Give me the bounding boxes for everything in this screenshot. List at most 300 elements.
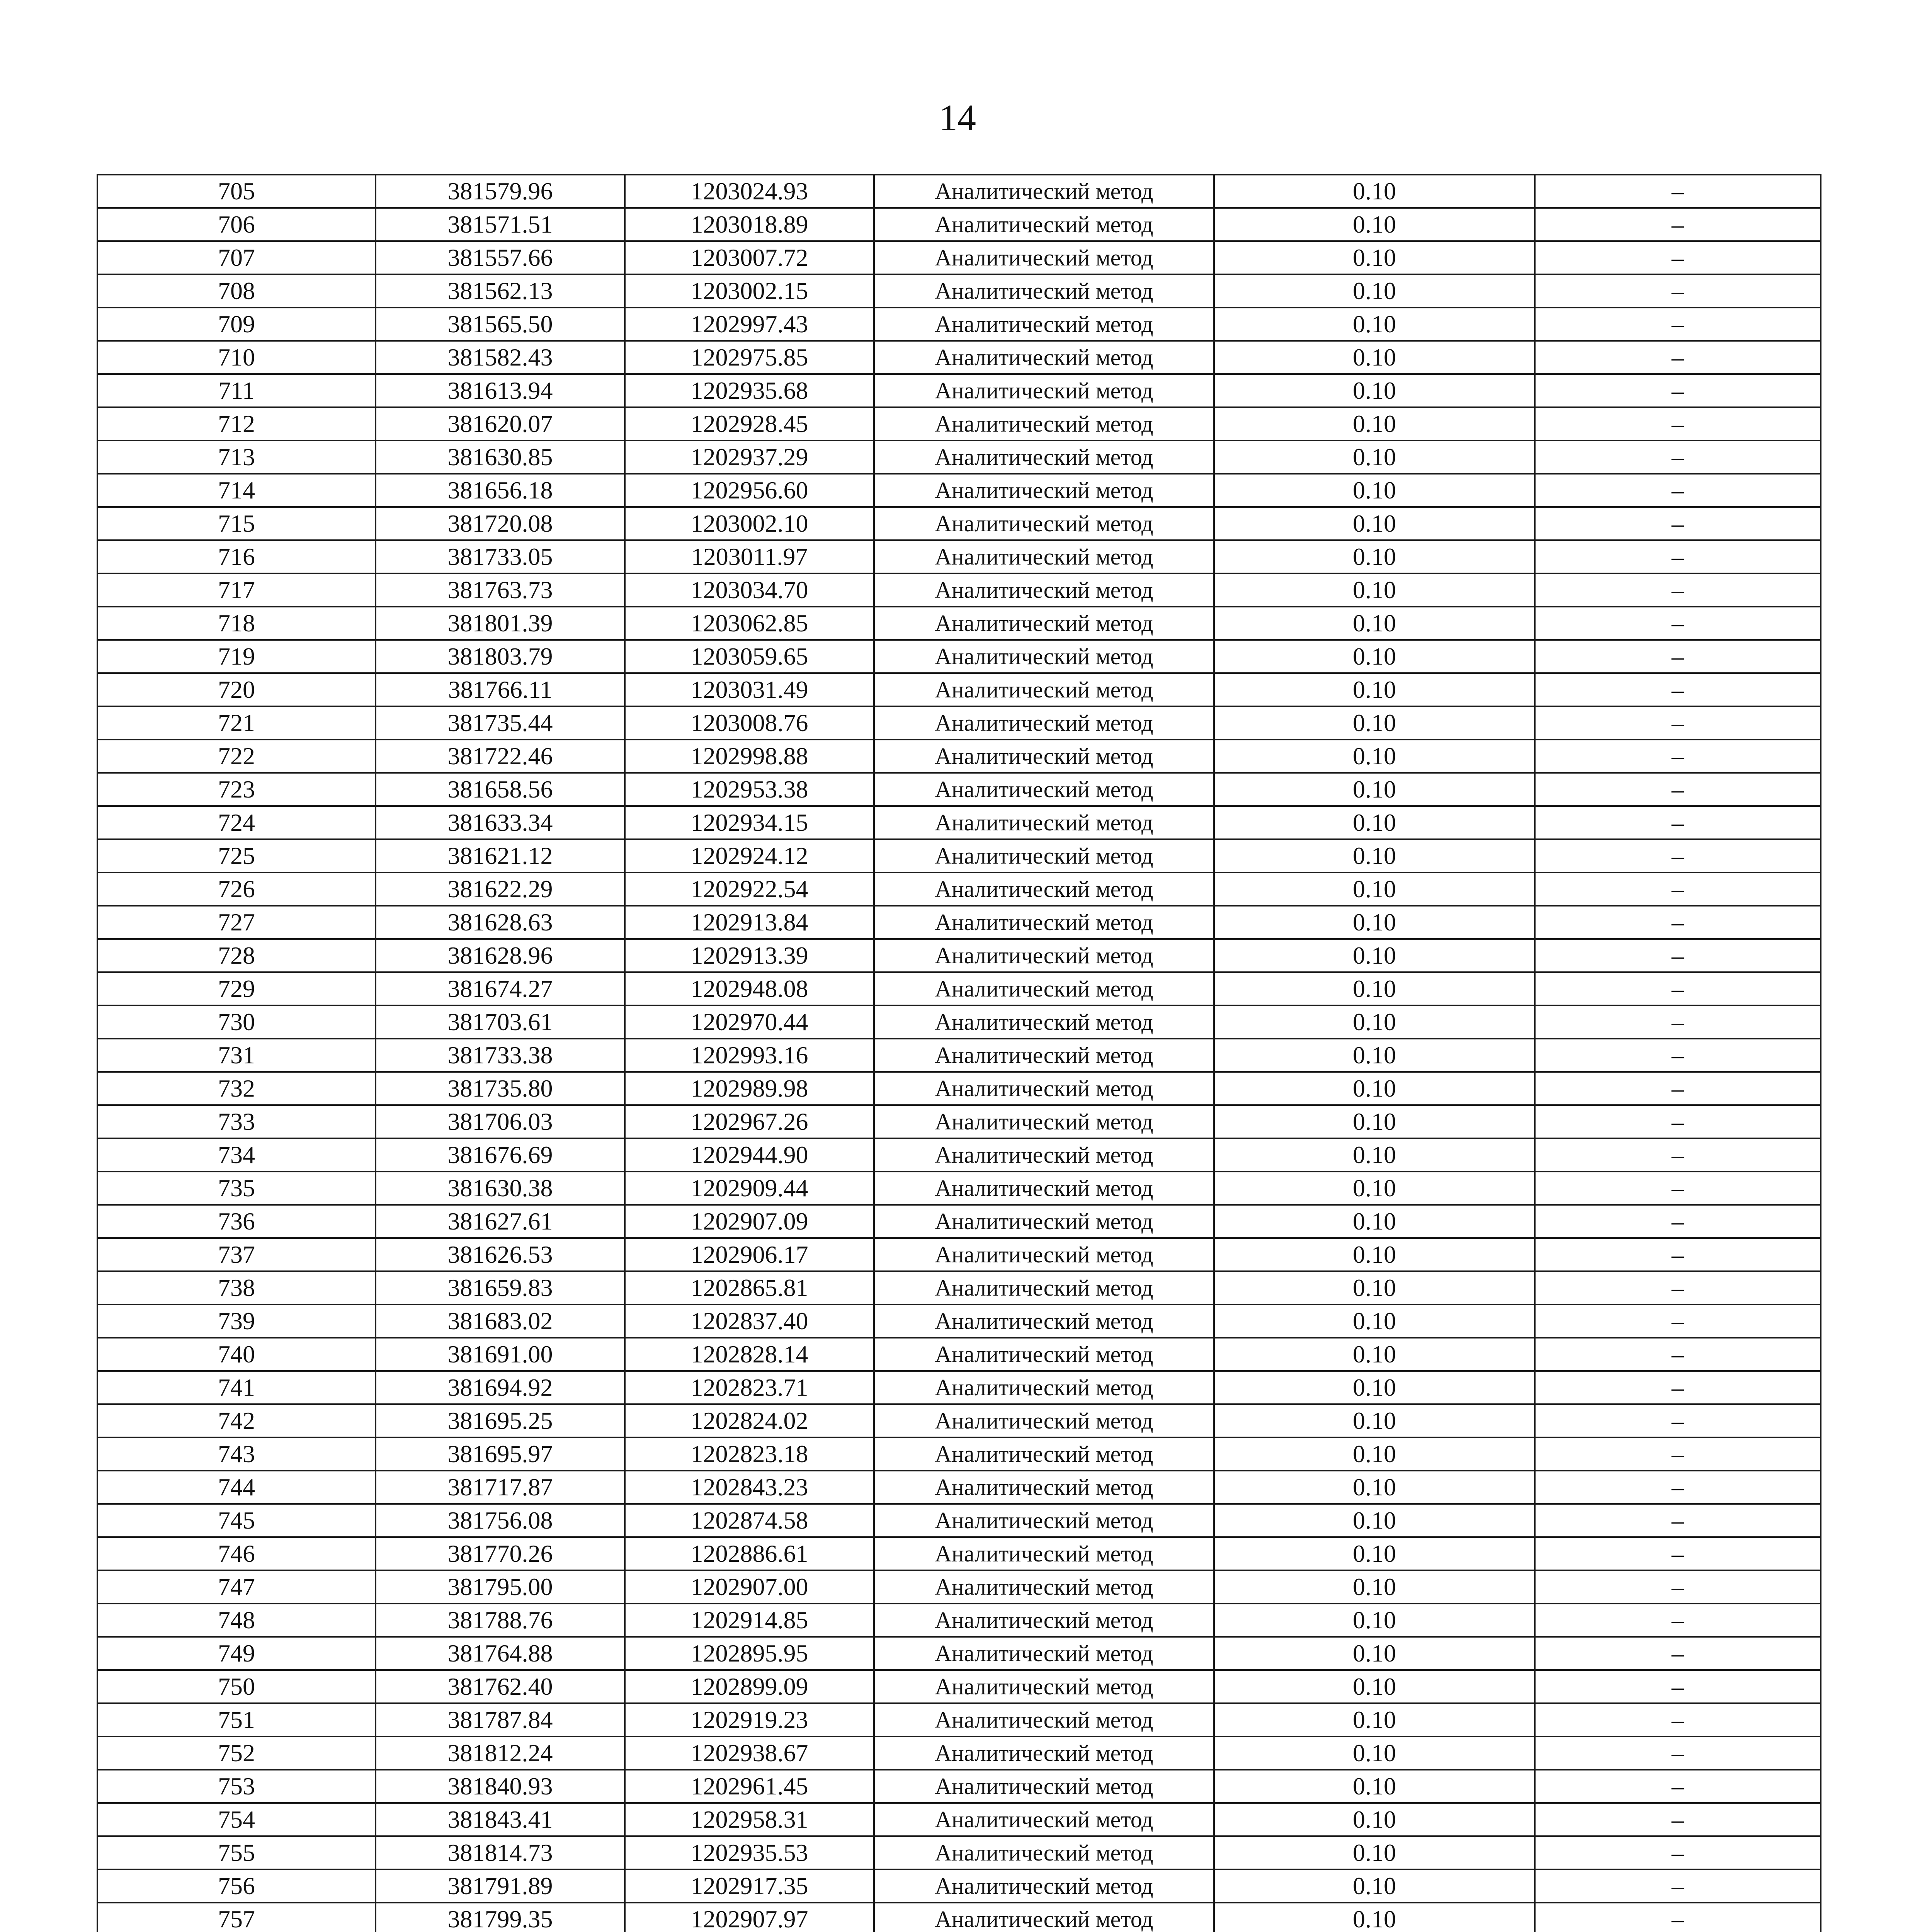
method-cell: Аналитический метод (874, 374, 1214, 407)
y-coordinate-cell: 1202937.29 (625, 440, 874, 474)
y-coordinate-cell: 1203062.85 (625, 607, 874, 640)
y-coordinate-cell: 1202907.97 (625, 1903, 874, 1932)
y-coordinate-cell: 1202906.17 (625, 1238, 874, 1271)
y-coordinate-cell: 1202989.98 (625, 1072, 874, 1105)
point-number-cell: 714 (97, 474, 376, 507)
y-coordinate-cell: 1203008.76 (625, 706, 874, 740)
y-coordinate-cell: 1202828.14 (625, 1338, 874, 1371)
method-cell: Аналитический метод (874, 1869, 1214, 1903)
y-coordinate-cell: 1202824.02 (625, 1404, 874, 1437)
note-cell: – (1535, 440, 1821, 474)
x-coordinate-cell: 381622.29 (376, 872, 625, 906)
note-cell: – (1535, 673, 1821, 706)
table-row (97, 1039, 1821, 1072)
accuracy-cell: 0.10 (1214, 1869, 1535, 1903)
point-number-cell: 736 (97, 1205, 376, 1238)
table-row (97, 1637, 1821, 1670)
note-cell: – (1535, 839, 1821, 872)
accuracy-cell: 0.10 (1214, 972, 1535, 1005)
x-coordinate-cell: 381621.12 (376, 839, 625, 872)
table-row (97, 1404, 1821, 1437)
x-coordinate-cell: 381674.27 (376, 972, 625, 1005)
accuracy-cell: 0.10 (1214, 1504, 1535, 1537)
x-coordinate-cell: 381801.39 (376, 607, 625, 640)
accuracy-cell: 0.10 (1214, 1304, 1535, 1338)
note-cell: – (1535, 1371, 1821, 1404)
accuracy-cell: 0.10 (1214, 1172, 1535, 1205)
x-coordinate-cell: 381722.46 (376, 740, 625, 773)
table-row (97, 1304, 1821, 1338)
accuracy-cell: 0.10 (1214, 241, 1535, 274)
y-coordinate-cell: 1202948.08 (625, 972, 874, 1005)
x-coordinate-cell: 381756.08 (376, 1504, 625, 1537)
accuracy-cell: 0.10 (1214, 308, 1535, 341)
method-cell: Аналитический метод (874, 972, 1214, 1005)
note-cell: – (1535, 540, 1821, 573)
method-cell: Аналитический метод (874, 241, 1214, 274)
point-number-cell: 733 (97, 1105, 376, 1138)
y-coordinate-cell: 1202924.12 (625, 839, 874, 872)
method-cell: Аналитический метод (874, 1437, 1214, 1471)
y-coordinate-cell: 1202935.68 (625, 374, 874, 407)
x-coordinate-cell: 381694.92 (376, 1371, 625, 1404)
method-cell: Аналитический метод (874, 1338, 1214, 1371)
point-number-cell: 756 (97, 1869, 376, 1903)
coordinates-table-body (97, 175, 1821, 1932)
method-cell: Аналитический метод (874, 1703, 1214, 1736)
note-cell: – (1535, 175, 1821, 208)
note-cell: – (1535, 1471, 1821, 1504)
y-coordinate-cell: 1202907.00 (625, 1570, 874, 1604)
note-cell: – (1535, 1537, 1821, 1570)
method-cell: Аналитический метод (874, 1836, 1214, 1869)
x-coordinate-cell: 381628.96 (376, 939, 625, 972)
y-coordinate-cell: 1202958.31 (625, 1803, 874, 1836)
x-coordinate-cell: 381703.61 (376, 1005, 625, 1039)
accuracy-cell: 0.10 (1214, 1471, 1535, 1504)
note-cell: – (1535, 208, 1821, 241)
point-number-cell: 744 (97, 1471, 376, 1504)
y-coordinate-cell: 1203018.89 (625, 208, 874, 241)
method-cell: Аналитический метод (874, 1570, 1214, 1604)
point-number-cell: 720 (97, 673, 376, 706)
accuracy-cell: 0.10 (1214, 374, 1535, 407)
y-coordinate-cell: 1202953.38 (625, 773, 874, 806)
y-coordinate-cell: 1202938.67 (625, 1736, 874, 1770)
note-cell: – (1535, 1271, 1821, 1304)
point-number-cell: 735 (97, 1172, 376, 1205)
table-row (97, 1836, 1821, 1869)
x-coordinate-cell: 381695.25 (376, 1404, 625, 1437)
x-coordinate-cell: 381562.13 (376, 274, 625, 308)
x-coordinate-cell: 381720.08 (376, 507, 625, 540)
table-row (97, 1105, 1821, 1138)
accuracy-cell: 0.10 (1214, 573, 1535, 607)
x-coordinate-cell: 381803.79 (376, 640, 625, 673)
table-row (97, 972, 1821, 1005)
point-number-cell: 715 (97, 507, 376, 540)
point-number-cell: 726 (97, 872, 376, 906)
method-cell: Аналитический метод (874, 208, 1214, 241)
table-row (97, 1604, 1821, 1637)
table-row (97, 1703, 1821, 1736)
table-row (97, 1504, 1821, 1537)
point-number-cell: 754 (97, 1803, 376, 1836)
point-number-cell: 718 (97, 607, 376, 640)
y-coordinate-cell: 1202899.09 (625, 1670, 874, 1703)
y-coordinate-cell: 1202917.35 (625, 1869, 874, 1903)
y-coordinate-cell: 1202997.43 (625, 308, 874, 341)
x-coordinate-cell: 381843.41 (376, 1803, 625, 1836)
point-number-cell: 740 (97, 1338, 376, 1371)
table-row (97, 1371, 1821, 1404)
x-coordinate-cell: 381733.05 (376, 540, 625, 573)
accuracy-cell: 0.10 (1214, 1670, 1535, 1703)
method-cell: Аналитический метод (874, 1371, 1214, 1404)
table-row (97, 1869, 1821, 1903)
point-number-cell: 722 (97, 740, 376, 773)
y-coordinate-cell: 1202823.71 (625, 1371, 874, 1404)
y-coordinate-cell: 1203007.72 (625, 241, 874, 274)
method-cell: Аналитический метод (874, 407, 1214, 440)
table-row (97, 440, 1821, 474)
x-coordinate-cell: 381582.43 (376, 341, 625, 374)
method-cell: Аналитический метод (874, 939, 1214, 972)
note-cell: – (1535, 806, 1821, 839)
point-number-cell: 752 (97, 1736, 376, 1770)
accuracy-cell: 0.10 (1214, 1404, 1535, 1437)
x-coordinate-cell: 381579.96 (376, 175, 625, 208)
point-number-cell: 707 (97, 241, 376, 274)
note-cell: – (1535, 1005, 1821, 1039)
table-row (97, 773, 1821, 806)
note-cell: – (1535, 706, 1821, 740)
note-cell: – (1535, 1736, 1821, 1770)
point-number-cell: 724 (97, 806, 376, 839)
note-cell: – (1535, 1039, 1821, 1072)
point-number-cell: 751 (97, 1703, 376, 1736)
table-row (97, 208, 1821, 241)
accuracy-cell: 0.10 (1214, 474, 1535, 507)
x-coordinate-cell: 381766.11 (376, 673, 625, 706)
x-coordinate-cell: 381630.38 (376, 1172, 625, 1205)
table-row (97, 573, 1821, 607)
y-coordinate-cell: 1202956.60 (625, 474, 874, 507)
table-row (97, 1803, 1821, 1836)
method-cell: Аналитический метод (874, 573, 1214, 607)
table-row (97, 1005, 1821, 1039)
point-number-cell: 755 (97, 1836, 376, 1869)
x-coordinate-cell: 381627.61 (376, 1205, 625, 1238)
table-row (97, 1471, 1821, 1504)
x-coordinate-cell: 381733.38 (376, 1039, 625, 1072)
accuracy-cell: 0.10 (1214, 1903, 1535, 1932)
method-cell: Аналитический метод (874, 1471, 1214, 1504)
y-coordinate-cell: 1202970.44 (625, 1005, 874, 1039)
note-cell: – (1535, 1903, 1821, 1932)
x-coordinate-cell: 381683.02 (376, 1304, 625, 1338)
table-row (97, 1736, 1821, 1770)
y-coordinate-cell: 1203002.15 (625, 274, 874, 308)
accuracy-cell: 0.10 (1214, 1637, 1535, 1670)
accuracy-cell: 0.10 (1214, 507, 1535, 540)
method-cell: Аналитический метод (874, 1072, 1214, 1105)
point-number-cell: 737 (97, 1238, 376, 1271)
table-row (97, 1437, 1821, 1471)
x-coordinate-cell: 381706.03 (376, 1105, 625, 1138)
table-row (97, 839, 1821, 872)
note-cell: – (1535, 1703, 1821, 1736)
method-cell: Аналитический метод (874, 1770, 1214, 1803)
table-row (97, 1205, 1821, 1238)
note-cell: – (1535, 1770, 1821, 1803)
x-coordinate-cell: 381791.89 (376, 1869, 625, 1903)
table-row (97, 1537, 1821, 1570)
table-row (97, 1670, 1821, 1703)
x-coordinate-cell: 381656.18 (376, 474, 625, 507)
note-cell: – (1535, 1304, 1821, 1338)
point-number-cell: 738 (97, 1271, 376, 1304)
note-cell: – (1535, 773, 1821, 806)
y-coordinate-cell: 1202919.23 (625, 1703, 874, 1736)
point-number-cell: 743 (97, 1437, 376, 1471)
x-coordinate-cell: 381795.00 (376, 1570, 625, 1604)
y-coordinate-cell: 1202837.40 (625, 1304, 874, 1338)
x-coordinate-cell: 381628.63 (376, 906, 625, 939)
note-cell: – (1535, 1836, 1821, 1869)
table-row (97, 241, 1821, 274)
point-number-cell: 705 (97, 175, 376, 208)
y-coordinate-cell: 1202975.85 (625, 341, 874, 374)
x-coordinate-cell: 381762.40 (376, 1670, 625, 1703)
x-coordinate-cell: 381630.85 (376, 440, 625, 474)
method-cell: Аналитический метод (874, 540, 1214, 573)
method-cell: Аналитический метод (874, 1637, 1214, 1670)
accuracy-cell: 0.10 (1214, 1570, 1535, 1604)
method-cell: Аналитический метод (874, 906, 1214, 939)
y-coordinate-cell: 1202895.95 (625, 1637, 874, 1670)
note-cell: – (1535, 241, 1821, 274)
note-cell: – (1535, 274, 1821, 308)
method-cell: Аналитический метод (874, 640, 1214, 673)
accuracy-cell: 0.10 (1214, 440, 1535, 474)
table-row (97, 607, 1821, 640)
point-number-cell: 749 (97, 1637, 376, 1670)
y-coordinate-cell: 1203059.65 (625, 640, 874, 673)
note-cell: – (1535, 573, 1821, 607)
method-cell: Аналитический метод (874, 1537, 1214, 1570)
x-coordinate-cell: 381764.88 (376, 1637, 625, 1670)
accuracy-cell: 0.10 (1214, 1371, 1535, 1404)
accuracy-cell: 0.10 (1214, 906, 1535, 939)
point-number-cell: 716 (97, 540, 376, 573)
note-cell: – (1535, 1637, 1821, 1670)
method-cell: Аналитический метод (874, 1105, 1214, 1138)
table-row (97, 374, 1821, 407)
note-cell: – (1535, 1072, 1821, 1105)
method-cell: Аналитический метод (874, 773, 1214, 806)
note-cell: – (1535, 607, 1821, 640)
accuracy-cell: 0.10 (1214, 1205, 1535, 1238)
note-cell: – (1535, 1105, 1821, 1138)
note-cell: – (1535, 1803, 1821, 1836)
x-coordinate-cell: 381626.53 (376, 1238, 625, 1271)
note-cell: – (1535, 407, 1821, 440)
method-cell: Аналитический метод (874, 1670, 1214, 1703)
accuracy-cell: 0.10 (1214, 806, 1535, 839)
method-cell: Аналитический метод (874, 1803, 1214, 1836)
method-cell: Аналитический метод (874, 607, 1214, 640)
y-coordinate-cell: 1203031.49 (625, 673, 874, 706)
note-cell: – (1535, 1205, 1821, 1238)
table-row (97, 1570, 1821, 1604)
x-coordinate-cell: 381799.35 (376, 1903, 625, 1932)
accuracy-cell: 0.10 (1214, 1072, 1535, 1105)
note-cell: – (1535, 906, 1821, 939)
y-coordinate-cell: 1203002.10 (625, 507, 874, 540)
accuracy-cell: 0.10 (1214, 839, 1535, 872)
accuracy-cell: 0.10 (1214, 706, 1535, 740)
note-cell: – (1535, 308, 1821, 341)
point-number-cell: 728 (97, 939, 376, 972)
method-cell: Аналитический метод (874, 673, 1214, 706)
point-number-cell: 721 (97, 706, 376, 740)
method-cell: Аналитический метод (874, 341, 1214, 374)
method-cell: Аналитический метод (874, 872, 1214, 906)
table-row (97, 507, 1821, 540)
accuracy-cell: 0.10 (1214, 1537, 1535, 1570)
y-coordinate-cell: 1202993.16 (625, 1039, 874, 1072)
x-coordinate-cell: 381814.73 (376, 1836, 625, 1869)
point-number-cell: 713 (97, 440, 376, 474)
point-number-cell: 746 (97, 1537, 376, 1570)
y-coordinate-cell: 1202934.15 (625, 806, 874, 839)
table-row (97, 939, 1821, 972)
y-coordinate-cell: 1202914.85 (625, 1604, 874, 1637)
accuracy-cell: 0.10 (1214, 1770, 1535, 1803)
point-number-cell: 723 (97, 773, 376, 806)
accuracy-cell: 0.10 (1214, 208, 1535, 241)
accuracy-cell: 0.10 (1214, 407, 1535, 440)
point-number-cell: 745 (97, 1504, 376, 1537)
table-row (97, 474, 1821, 507)
accuracy-cell: 0.10 (1214, 1271, 1535, 1304)
point-number-cell: 748 (97, 1604, 376, 1637)
y-coordinate-cell: 1202913.84 (625, 906, 874, 939)
y-coordinate-cell: 1202935.53 (625, 1836, 874, 1869)
point-number-cell: 709 (97, 308, 376, 341)
accuracy-cell: 0.10 (1214, 540, 1535, 573)
x-coordinate-cell: 381557.66 (376, 241, 625, 274)
method-cell: Аналитический метод (874, 1404, 1214, 1437)
table-row (97, 1238, 1821, 1271)
note-cell: – (1535, 939, 1821, 972)
accuracy-cell: 0.10 (1214, 1803, 1535, 1836)
point-number-cell: 739 (97, 1304, 376, 1338)
accuracy-cell: 0.10 (1214, 740, 1535, 773)
method-cell: Аналитический метод (874, 274, 1214, 308)
x-coordinate-cell: 381735.44 (376, 706, 625, 740)
point-number-cell: 711 (97, 374, 376, 407)
accuracy-cell: 0.10 (1214, 939, 1535, 972)
x-coordinate-cell: 381565.50 (376, 308, 625, 341)
y-coordinate-cell: 1202907.09 (625, 1205, 874, 1238)
point-number-cell: 727 (97, 906, 376, 939)
note-cell: – (1535, 640, 1821, 673)
y-coordinate-cell: 1203011.97 (625, 540, 874, 573)
method-cell: Аналитический метод (874, 507, 1214, 540)
accuracy-cell: 0.10 (1214, 1703, 1535, 1736)
method-cell: Аналитический метод (874, 806, 1214, 839)
x-coordinate-cell: 381571.51 (376, 208, 625, 241)
accuracy-cell: 0.10 (1214, 640, 1535, 673)
note-cell: – (1535, 374, 1821, 407)
point-number-cell: 753 (97, 1770, 376, 1803)
method-cell: Аналитический метод (874, 740, 1214, 773)
point-number-cell: 708 (97, 274, 376, 308)
y-coordinate-cell: 1202874.58 (625, 1504, 874, 1537)
page-number: 14 (939, 97, 976, 138)
x-coordinate-cell: 381691.00 (376, 1338, 625, 1371)
x-coordinate-cell: 381676.69 (376, 1138, 625, 1172)
accuracy-cell: 0.10 (1214, 1238, 1535, 1271)
table-row (97, 274, 1821, 308)
method-cell: Аналитический метод (874, 1205, 1214, 1238)
table-row (97, 706, 1821, 740)
accuracy-cell: 0.10 (1214, 274, 1535, 308)
method-cell: Аналитический метод (874, 839, 1214, 872)
note-cell: – (1535, 1138, 1821, 1172)
note-cell: – (1535, 1238, 1821, 1271)
point-number-cell: 732 (97, 1072, 376, 1105)
point-number-cell: 731 (97, 1039, 376, 1072)
coordinates-table (97, 174, 1821, 1932)
table-row (97, 906, 1821, 939)
x-coordinate-cell: 381658.56 (376, 773, 625, 806)
x-coordinate-cell: 381812.24 (376, 1736, 625, 1770)
note-cell: – (1535, 507, 1821, 540)
point-number-cell: 747 (97, 1570, 376, 1604)
y-coordinate-cell: 1202967.26 (625, 1105, 874, 1138)
accuracy-cell: 0.10 (1214, 872, 1535, 906)
table-row (97, 1903, 1821, 1932)
y-coordinate-cell: 1202944.90 (625, 1138, 874, 1172)
point-number-cell: 730 (97, 1005, 376, 1039)
point-number-cell: 741 (97, 1371, 376, 1404)
note-cell: – (1535, 1437, 1821, 1471)
accuracy-cell: 0.10 (1214, 673, 1535, 706)
note-cell: – (1535, 341, 1821, 374)
point-number-cell: 725 (97, 839, 376, 872)
point-number-cell: 734 (97, 1138, 376, 1172)
table-row (97, 1271, 1821, 1304)
accuracy-cell: 0.10 (1214, 1138, 1535, 1172)
accuracy-cell: 0.10 (1214, 341, 1535, 374)
method-cell: Аналитический метод (874, 1604, 1214, 1637)
table-row (97, 806, 1821, 839)
accuracy-cell: 0.10 (1214, 607, 1535, 640)
x-coordinate-cell: 381770.26 (376, 1537, 625, 1570)
method-cell: Аналитический метод (874, 1304, 1214, 1338)
point-number-cell: 742 (97, 1404, 376, 1437)
accuracy-cell: 0.10 (1214, 175, 1535, 208)
point-number-cell: 729 (97, 972, 376, 1005)
table-row (97, 341, 1821, 374)
method-cell: Аналитический метод (874, 1172, 1214, 1205)
x-coordinate-cell: 381840.93 (376, 1770, 625, 1803)
point-number-cell: 706 (97, 208, 376, 241)
y-coordinate-cell: 1202886.61 (625, 1537, 874, 1570)
